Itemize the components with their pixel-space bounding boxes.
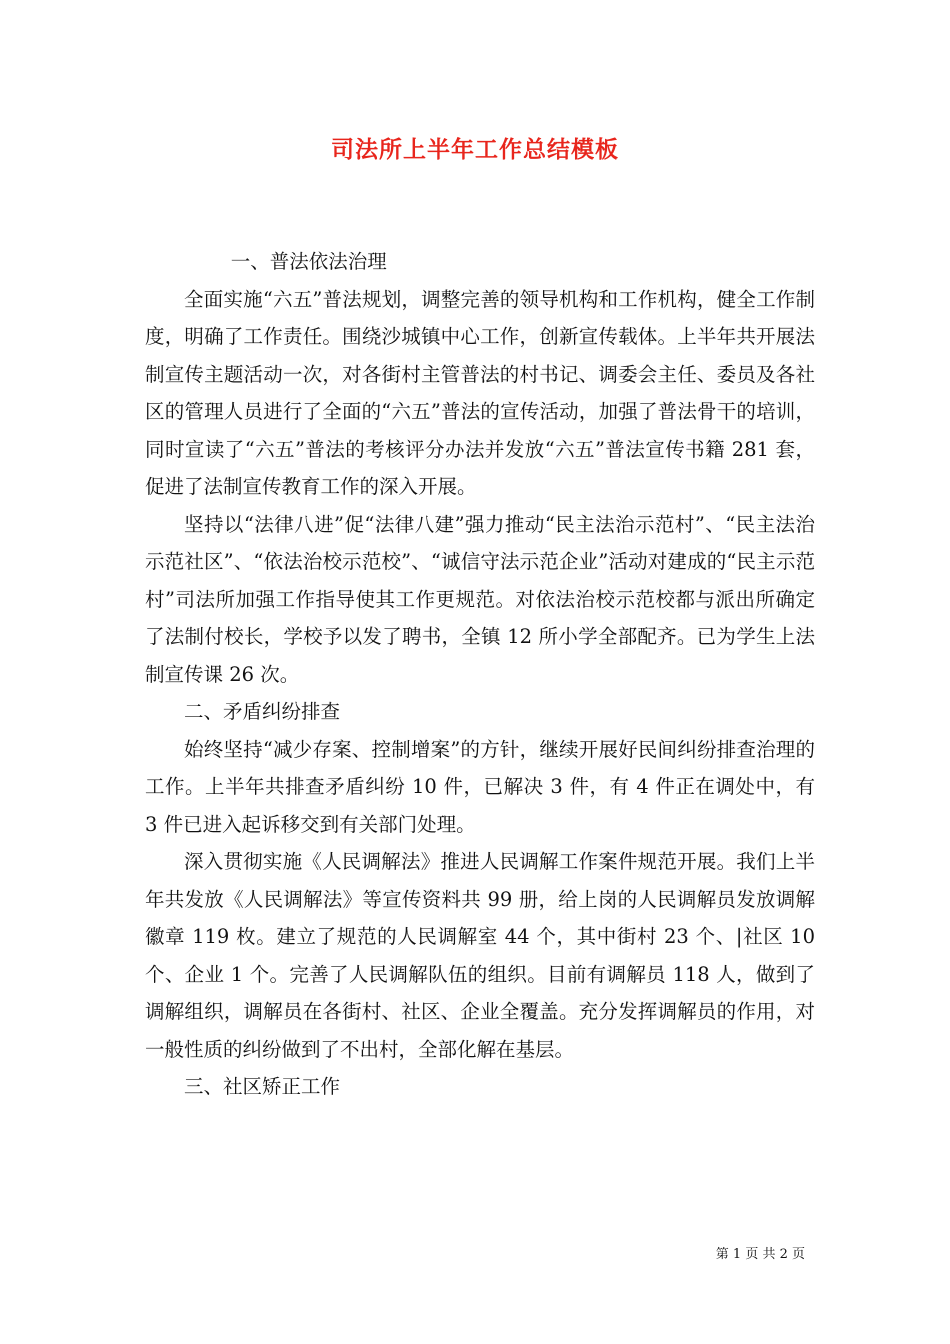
section-heading: 一、普法依法治理 xyxy=(230,250,387,273)
body-paragraph: 全面实施“六五”普法规划，调整完善的领导机构和工作机构，健全工作制度，明确了工作责任。围绕沙城镇中心工作，创新宣传载体。上半年共开展法制宣传主题活动一次，对各街村主管普法的村书记、调委会主任、委员及各社区的管理人员进行了全面的“六五”普法的宣传活动，加强了普法骨干的培训，同时宣读了“六五”普法的考核评分办法并发放“六五”普法宣传书籍 281 套，促进了法制宣传教育工作的深入开展。 xyxy=(145,287,815,498)
body-paragraph: 始终坚持“减少存案、控制增案”的方针，继续开展好民间纠纷排查治理的工作。上半年共排查矛盾纠纷 10 件，已解决 3 件，有 4 件正在调处中，有 3 件已进入起诉移交到有关部门处理。 xyxy=(145,737,815,836)
page-footer: 第 1 页 共 2 页 xyxy=(715,1247,805,1262)
section-heading: 二、矛盾纠纷排查 xyxy=(184,700,341,723)
document-body xyxy=(145,243,815,1106)
body-paragraph: 坚持以“法律八进”促“法律八建”强力推动“民主法治示范村”、“民主法治示范社区”、“依法治校示范校”、“诚信守法示范企业”活动对建成的“民主示范村”司法所加强工作指导使其工作更规范。对依法治校示范校都与派出所确定了法制付校长，学校予以发了聘书，全镇 12 所小学全部配齐。已为学生上法制宣传课 26 次。 xyxy=(145,512,815,686)
page-title: 司法所上半年工作总结模板 xyxy=(331,136,619,163)
body-paragraph: 深入贯彻实施《人民调解法》推进人民调解工作案件规范开展。我们上半年共发放《人民调解法》等宣传资料共 99 册，给上岗的人民调解员发放调解徽章 119 枚。建立了规范的人民调解室 44 个，其中街村 23 个、|社区 10 个、企业 1 个。完善了人民调解队伍的组织。目前有调解员 118 人，做到了调解组织，调解员在各街村、社区、企业全覆盖。充分发挥调解员的作用，对一般性质的纠纷做到了不出村，全部化解在基层。 xyxy=(145,850,815,1061)
section-heading: 三、社区矫正工作 xyxy=(184,1075,341,1098)
